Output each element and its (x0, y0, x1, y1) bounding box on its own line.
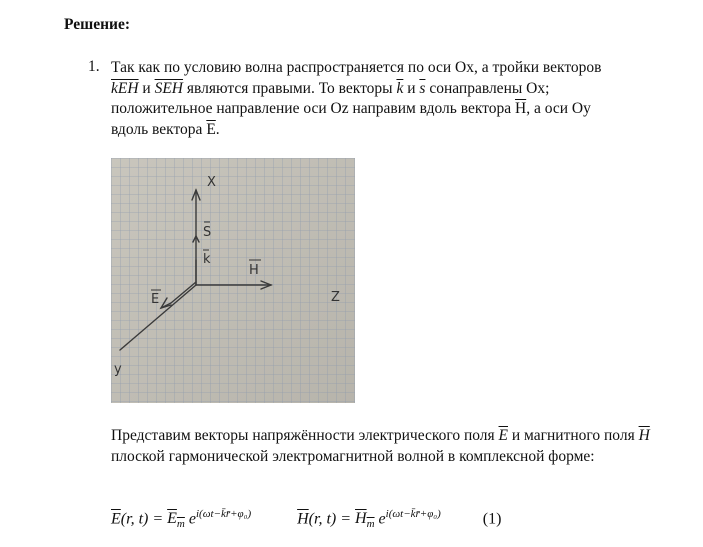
vector-H: $\overline{H}$ (514, 100, 527, 117)
axes-sketch-photo (111, 158, 355, 403)
formula-1 (111, 508, 501, 531)
text: вдоль вектора (111, 120, 207, 138)
text: являются правыми. То векторы (183, 79, 397, 97)
text: Представим векторы напряжённости электрического поля (111, 427, 499, 444)
e-amplitude (167, 510, 185, 531)
equation-number: (1) (482, 510, 502, 528)
label-h: H (249, 263, 259, 278)
label-k: k (203, 252, 211, 267)
args: (r, t) = (120, 510, 168, 528)
args: (r, t) = (308, 510, 356, 528)
exponent: i(ωt−k̄r̄+φ₀) (385, 508, 441, 520)
list-number: 1. (88, 58, 100, 75)
label-e: E (151, 292, 160, 307)
label-z: Z (331, 290, 340, 305)
text: сонаправлены Ox; (425, 79, 550, 97)
text: и (403, 79, 420, 97)
text: , а оси Oy (526, 100, 591, 117)
exp-base: e (184, 510, 196, 528)
label-s: S (203, 225, 212, 240)
vector-E: $\overline{E}$ (206, 120, 216, 138)
paragraph-axes (111, 58, 691, 140)
text: плоской гармонической электромагнитной волной в комплексной форме: (111, 447, 595, 465)
text: Так как по условию волна распространяется по оси Ox, а тройки векторов (111, 59, 602, 76)
text: и магнитного поля (508, 427, 639, 444)
exponent: i(ωt−k̄r̄+φ₀) (195, 508, 252, 520)
subscript-m: m (176, 518, 185, 531)
h-symbol: $\overline{H}$ (297, 510, 309, 528)
text: и (138, 79, 155, 97)
label-y: y (114, 362, 122, 377)
subscript-m: m (366, 518, 375, 531)
exp-base: e (374, 510, 386, 528)
solution-heading: Решение: (64, 16, 131, 33)
vector-E: $\overline{E}$ (498, 427, 508, 444)
vector-k: $\overline{k}$ (396, 79, 404, 97)
vector-kEH: $\overline{kEH}$ (111, 79, 139, 97)
label-x: X (207, 175, 216, 190)
e-symbol: $\overline{E}$ (111, 510, 121, 528)
paragraph-complex-form (111, 426, 691, 467)
vector-SEH: $\overline{SEH}$ (154, 79, 184, 97)
text: . (215, 120, 220, 138)
e-amp-symbol: E (167, 510, 177, 528)
h-amplitude (355, 510, 375, 531)
vector-H: $\overline{H}$ (638, 427, 650, 444)
vector-s: $\overline{s}$ (419, 79, 426, 97)
h-amp-symbol: H (355, 510, 367, 528)
text: положительное направление оси Oz направим вдоль вектора (111, 100, 515, 117)
